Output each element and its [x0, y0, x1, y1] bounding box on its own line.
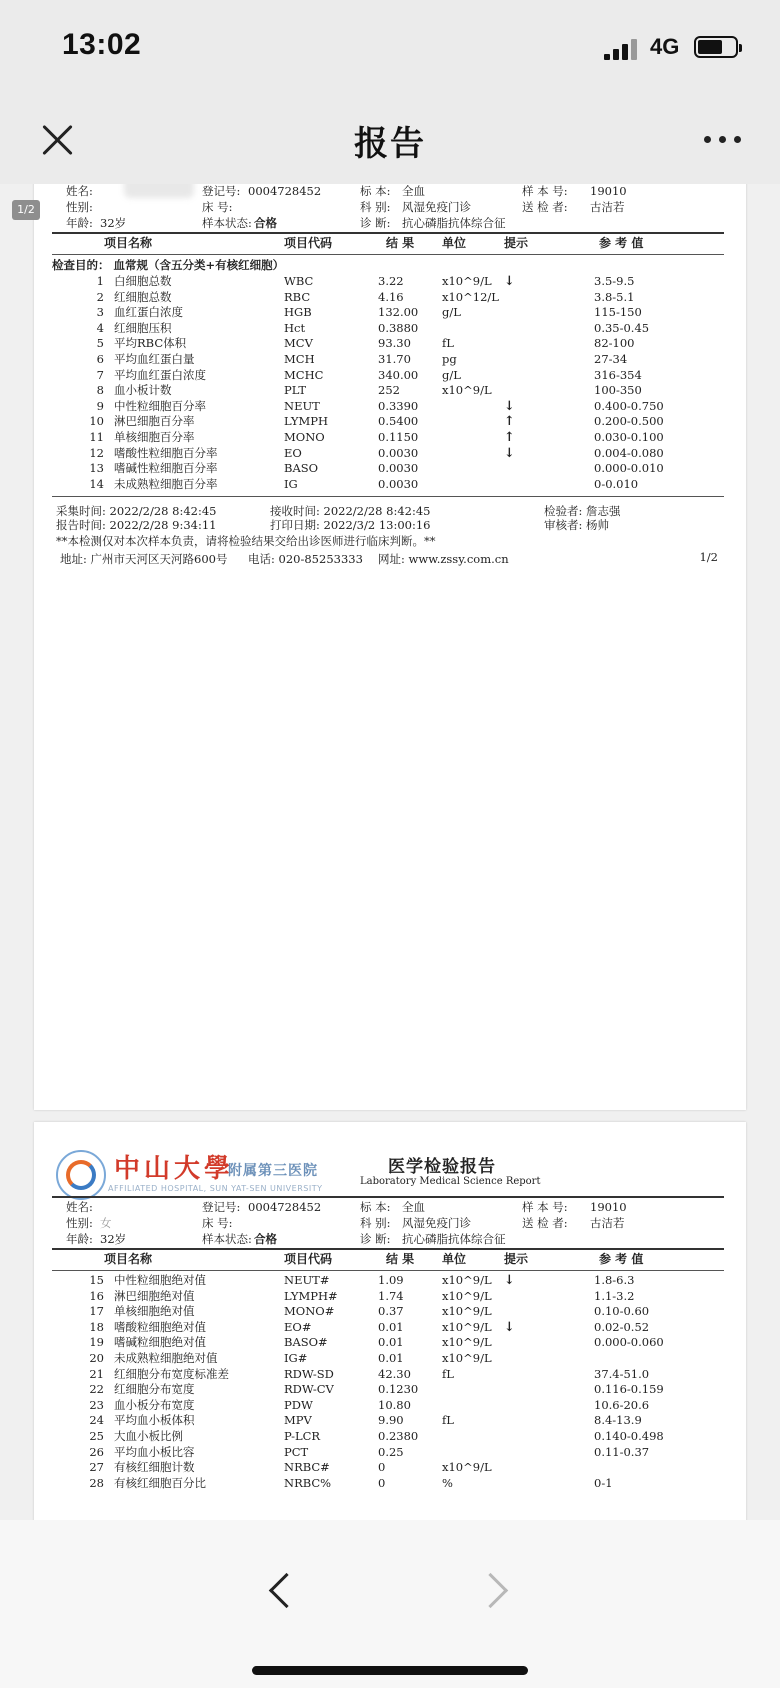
phone: 电话: 020-85253333 — [248, 552, 363, 566]
cell-unit: fL — [442, 336, 454, 351]
name-label: 姓名: — [66, 184, 93, 198]
cell-code: PCT — [284, 1444, 309, 1459]
table-row — [34, 1382, 746, 1398]
divider — [52, 232, 724, 234]
table-row — [34, 1320, 746, 1336]
cell-ref: 82-100 — [594, 336, 635, 351]
cell-no: 5 — [96, 336, 104, 351]
age-label: 年龄: — [66, 1232, 93, 1246]
cell-code: LYMPH — [284, 414, 329, 429]
cell-ref: 0.030-0.100 — [594, 430, 664, 444]
hospital-logo-icon — [56, 1150, 106, 1200]
cell-ref: 3.8-5.1 — [594, 289, 635, 304]
sender-value: 古洁若 — [590, 200, 625, 214]
table-row — [34, 368, 746, 384]
cell-result: 0.0030 — [378, 445, 419, 460]
cell-code: EO — [284, 445, 302, 460]
divider — [52, 254, 724, 255]
age-value: 32岁 — [100, 216, 127, 230]
sample-no-value: 19010 — [590, 184, 627, 198]
cell-code: LYMPH# — [284, 1288, 338, 1303]
table-row — [34, 1398, 746, 1414]
status-bar — [0, 0, 780, 100]
cell-result: 0.2380 — [378, 1429, 419, 1443]
cell-flag: ↓ — [504, 1319, 515, 1335]
cell-result: 0.1230 — [378, 1382, 419, 1397]
sample-status-value: 合格 — [254, 1232, 277, 1246]
hospital-subname: 附属第三医院 — [228, 1163, 318, 1179]
divider — [52, 1270, 724, 1271]
cell-code: MONO# — [284, 1304, 335, 1319]
cell-result: 31.70 — [378, 352, 411, 366]
cell-code: NRBC% — [284, 1475, 332, 1490]
diag-label: 诊 断: — [360, 216, 391, 230]
cell-unit: fL — [442, 1366, 454, 1381]
hospital-name: 中山大學 — [114, 1154, 235, 1184]
cell-unit: g/L — [442, 367, 461, 382]
cell-unit: x10^9/L — [442, 1319, 492, 1334]
cell-code: Hct — [284, 320, 306, 335]
cell-no: 11 — [89, 430, 104, 444]
cell-ref: 0.116-0.159 — [594, 1382, 664, 1397]
cell-result: 132.00 — [378, 305, 419, 320]
forward-arrow-icon[interactable] — [478, 1576, 508, 1606]
document-viewer[interactable] — [0, 184, 780, 1520]
table-row — [34, 336, 746, 352]
age-value: 32岁 — [100, 1232, 127, 1246]
cell-unit: pg — [442, 352, 457, 366]
cell-no: 9 — [96, 398, 104, 413]
cell-name: 大血小板比例 — [114, 1429, 183, 1443]
bed-label: 床 号: — [202, 200, 233, 214]
divider — [52, 1196, 724, 1198]
status-time: 13:02 — [62, 28, 142, 61]
cell-name: 单核细胞绝对值 — [114, 1304, 195, 1319]
cell-name: 红细胞分布宽度 — [114, 1382, 195, 1397]
sample-status-label: 样本状态: — [202, 216, 252, 230]
cell-ref: 0.140-0.498 — [594, 1429, 664, 1443]
cell-no: 25 — [89, 1429, 104, 1443]
cell-ref: 1.1-3.2 — [594, 1288, 635, 1303]
cell-ref: 0.11-0.37 — [594, 1444, 650, 1459]
cell-no: 2 — [96, 289, 104, 304]
cell-unit: x10^9/L — [442, 274, 492, 288]
cell-name: 嗜酸性粒细胞百分率 — [114, 445, 218, 460]
network-type: 4G — [650, 34, 680, 59]
table-row — [34, 1351, 746, 1367]
page-number: 1/2 — [699, 550, 718, 564]
cell-result: 0.25 — [378, 1444, 404, 1459]
table-row — [34, 477, 746, 493]
cell-name: 未成熟粒细胞绝对值 — [114, 1351, 218, 1365]
cell-name: 淋巴细胞绝对值 — [114, 1288, 195, 1303]
diag-label: 诊 断: — [360, 1232, 391, 1246]
cell-no: 21 — [89, 1366, 104, 1381]
cell-result: 42.30 — [378, 1366, 411, 1381]
table-row — [34, 414, 746, 430]
reg-label: 登记号: — [202, 1200, 241, 1214]
cell-code: MCV — [284, 336, 313, 351]
cell-name: 未成熟粒细胞百分率 — [114, 476, 218, 491]
cell-unit: x10^9/L — [442, 1351, 492, 1365]
cell-ref: 0.35-0.45 — [594, 320, 650, 335]
cell-result: 9.90 — [378, 1413, 404, 1428]
cell-flag: ↑ — [504, 430, 515, 445]
more-options-icon[interactable] — [704, 132, 744, 146]
table-header: 项目名称 项目代码 结 果 单位 提示 参 考 值 — [104, 1252, 644, 1266]
signal-icon — [604, 38, 640, 60]
cell-no: 3 — [96, 305, 104, 320]
cell-no: 4 — [96, 320, 104, 335]
cell-result: 0.01 — [378, 1335, 404, 1350]
cell-code: EO# — [284, 1319, 312, 1334]
cell-name: 血红蛋白浓度 — [114, 305, 183, 320]
collect-time: 采集时间: 2022/2/28 8:42:45 — [56, 504, 217, 518]
cell-ref: 115-150 — [594, 305, 642, 320]
cell-unit: x10^9/L — [442, 383, 492, 398]
cell-result: 1.74 — [378, 1288, 404, 1303]
nav-bar — [0, 100, 780, 184]
divider — [52, 1248, 724, 1250]
cell-code: MCH — [284, 352, 315, 366]
report-page-2 — [34, 1122, 746, 1520]
sex-label: 性别: — [66, 1216, 93, 1230]
cell-code: P-LCR — [284, 1429, 321, 1443]
cell-ref: 10.6-20.6 — [594, 1397, 650, 1412]
sample-status-label: 样本状态: — [202, 1232, 252, 1246]
specimen-value: 全血 — [402, 184, 425, 198]
cell-result: 0.5400 — [378, 414, 419, 429]
reg-value: 0004728452 — [248, 184, 322, 198]
cell-code: RDW-CV — [284, 1382, 334, 1397]
cell-name: 血小板分布宽度 — [114, 1397, 195, 1412]
dept-label: 科 别: — [360, 1216, 391, 1230]
redacted-name — [124, 184, 194, 198]
cell-ref: 0.400-0.750 — [594, 398, 664, 413]
table-header: 项目名称 项目代码 结 果 单位 提示 参 考 值 — [104, 236, 644, 250]
report-page-1 — [34, 184, 746, 1110]
report-title-english: Laboratory Medical Science Report — [360, 1176, 541, 1187]
divider — [52, 496, 724, 497]
cell-flag: ↓ — [504, 445, 515, 461]
sender-value: 古洁若 — [590, 1216, 625, 1230]
report-time: 报告时间: 2022/2/28 9:34:11 — [56, 518, 217, 532]
specimen-label: 标 本: — [360, 1200, 391, 1214]
cell-flag: ↓ — [504, 274, 515, 289]
cell-unit: x10^9/L — [442, 1335, 492, 1350]
table-row — [34, 1476, 746, 1492]
table-row — [34, 399, 746, 415]
cell-code: BASO — [284, 461, 319, 476]
cell-result: 10.80 — [378, 1397, 411, 1412]
name-label: 姓名: — [66, 1200, 93, 1214]
cell-no: 16 — [89, 1288, 104, 1303]
cell-name: 有核红细胞百分比 — [114, 1475, 206, 1490]
print-date: 打印日期: 2022/3/2 13:00:16 — [270, 518, 431, 532]
cell-ref: 0.200-0.500 — [594, 414, 664, 429]
table-row — [34, 1445, 746, 1461]
cell-unit: fL — [442, 1413, 454, 1428]
cell-code: RDW-SD — [284, 1366, 334, 1381]
cell-no: 27 — [89, 1460, 104, 1475]
cell-no: 6 — [96, 352, 104, 366]
cell-result: 1.09 — [378, 1273, 404, 1287]
cell-no: 26 — [89, 1444, 104, 1459]
table-row — [34, 446, 746, 462]
cell-no: 22 — [89, 1382, 104, 1397]
table-row — [34, 290, 746, 306]
reg-value: 0004728452 — [248, 1200, 322, 1214]
cell-result: 93.30 — [378, 336, 411, 351]
back-arrow-icon[interactable] — [266, 1576, 296, 1606]
cell-result: 0 — [378, 1475, 386, 1490]
specimen-label: 标 本: — [360, 184, 391, 198]
cell-unit: x10^9/L — [442, 1304, 492, 1319]
cell-name: 淋巴细胞百分率 — [114, 414, 195, 429]
cell-code: MCHC — [284, 367, 324, 382]
cell-no: 10 — [89, 414, 104, 429]
cell-name: 嗜碱性粒细胞百分率 — [114, 461, 218, 476]
cell-ref: 27-34 — [594, 352, 628, 366]
cell-ref: 1.8-6.3 — [594, 1273, 635, 1287]
table-row — [34, 1304, 746, 1320]
cell-name: 中性粒细胞绝对值 — [114, 1273, 206, 1287]
sender-label: 送 检 者: — [522, 1216, 568, 1230]
cell-ref: 316-354 — [594, 367, 642, 382]
cell-code: RBC — [284, 289, 311, 304]
cell-name: 平均RBC体积 — [114, 336, 187, 351]
cell-code: PLT — [284, 383, 307, 398]
diag-value: 抗心磷脂抗体综合征 — [402, 1232, 506, 1246]
cell-ref: 0.004-0.080 — [594, 445, 664, 460]
cell-name: 嗜酸粒细胞绝对值 — [114, 1319, 206, 1334]
reg-label: 登记号: — [202, 184, 241, 198]
sample-no-value: 19010 — [590, 1200, 627, 1214]
cell-name: 平均血红蛋白量 — [114, 352, 195, 366]
cell-name: 单核细胞百分率 — [114, 430, 195, 444]
table-row — [34, 383, 746, 399]
cell-code: NRBC# — [284, 1460, 330, 1475]
page-indicator: 1/2 — [12, 200, 40, 220]
receive-time: 接收时间: 2022/2/28 8:42:45 — [270, 504, 431, 518]
cell-result: 0.3880 — [378, 320, 419, 335]
specimen-value: 全血 — [402, 1200, 425, 1214]
cell-ref: 0.10-0.60 — [594, 1304, 650, 1319]
cell-result: 0.37 — [378, 1304, 404, 1319]
battery-icon — [694, 36, 738, 58]
cell-unit: x10^9/L — [442, 1288, 492, 1303]
table-row — [34, 430, 746, 446]
website: 网址: www.zssy.com.cn — [378, 552, 509, 566]
sex-label: 性别: — [66, 200, 93, 214]
diag-value: 抗心磷脂抗体综合征 — [402, 216, 506, 230]
table-row — [34, 1429, 746, 1445]
sample-no-label: 样 本 号: — [522, 1200, 568, 1214]
cell-name: 平均血小板比容 — [114, 1444, 195, 1459]
cell-ref: 0.02-0.52 — [594, 1319, 650, 1334]
report-title: 医学检验报告 — [388, 1157, 496, 1177]
cell-name: 中性粒细胞百分率 — [114, 398, 206, 413]
dept-value: 风湿免疫门诊 — [402, 200, 471, 214]
cell-code: BASO# — [284, 1335, 328, 1350]
cell-name: 红细胞分布宽度标准差 — [114, 1366, 229, 1381]
cell-no: 23 — [89, 1397, 104, 1412]
cell-ref: 0-1 — [594, 1475, 613, 1490]
cell-no: 12 — [89, 445, 104, 460]
cell-code: IG# — [284, 1351, 308, 1365]
cell-unit: x10^9/L — [442, 1460, 492, 1475]
cell-ref: 100-350 — [594, 383, 642, 398]
cell-code: MONO — [284, 430, 325, 444]
table-row — [34, 305, 746, 321]
table-row — [34, 461, 746, 477]
sender-label: 送 检 者: — [522, 200, 568, 214]
cell-no: 20 — [89, 1351, 104, 1365]
disclaimer: **本检测仅对本次样本负责，请将检验结果交给出诊医师进行临床判断。** — [56, 534, 436, 548]
table-row — [34, 321, 746, 337]
cell-no: 24 — [89, 1413, 104, 1428]
dept-label: 科 别: — [360, 200, 391, 214]
cell-result: 340.00 — [378, 367, 419, 382]
cell-result: 0.01 — [378, 1319, 404, 1334]
hospital-english-name: AFFILIATED HOSPITAL, SUN YAT-SEN UNIVERSITY — [108, 1184, 323, 1193]
cell-ref: 0.000-0.060 — [594, 1335, 664, 1350]
cell-no: 18 — [89, 1319, 104, 1334]
cell-code: WBC — [284, 274, 314, 288]
cell-code: MPV — [284, 1413, 312, 1428]
home-indicator[interactable] — [252, 1666, 528, 1675]
cell-unit: g/L — [442, 305, 461, 320]
cell-ref: 0.000-0.010 — [594, 461, 664, 476]
cell-name: 血小板计数 — [114, 383, 172, 398]
cell-unit: x10^9/L — [442, 1273, 492, 1287]
table-row — [34, 274, 746, 290]
cell-no: 8 — [96, 383, 104, 398]
cell-name: 平均血小板体积 — [114, 1413, 195, 1428]
table-row — [34, 1289, 746, 1305]
table-row — [34, 1367, 746, 1383]
cell-no: 17 — [89, 1304, 104, 1319]
cell-no: 28 — [89, 1475, 104, 1490]
cell-result: 0.0030 — [378, 461, 419, 476]
cell-no: 19 — [89, 1335, 104, 1350]
cell-ref: 0-0.010 — [594, 476, 639, 491]
cell-no: 13 — [89, 461, 104, 476]
inspector: 检验者: 詹志强 — [544, 504, 621, 518]
table-row — [34, 1413, 746, 1429]
cell-unit: % — [442, 1475, 453, 1490]
cell-ref: 37.4-51.0 — [594, 1366, 650, 1381]
cell-no: 15 — [89, 1273, 104, 1287]
cell-result: 0 — [378, 1460, 386, 1475]
cell-result: 0.01 — [378, 1351, 404, 1365]
sex-value: 女 — [100, 1216, 112, 1230]
dept-value: 风湿免疫门诊 — [402, 1216, 471, 1230]
cell-no: 14 — [89, 476, 104, 491]
cell-name: 红细胞总数 — [114, 289, 172, 304]
cell-name: 红细胞压积 — [114, 320, 172, 335]
cell-result: 0.1150 — [378, 430, 419, 444]
age-label: 年龄: — [66, 216, 93, 230]
cell-result: 4.16 — [378, 289, 404, 304]
cell-flag: ↑ — [504, 414, 515, 430]
cell-code: NEUT — [284, 398, 320, 413]
bed-label: 床 号: — [202, 1216, 233, 1230]
cell-no: 1 — [96, 274, 104, 288]
cell-code: NEUT# — [284, 1273, 330, 1287]
address: 地址: 广州市天河区天河路600号 — [60, 552, 228, 566]
cell-result: 0.0030 — [378, 476, 419, 491]
cell-code: HGB — [284, 305, 312, 320]
cell-result: 0.3390 — [378, 398, 419, 413]
table-row — [34, 1335, 746, 1351]
cell-flag: ↓ — [504, 1273, 515, 1288]
sample-no-label: 样 本 号: — [522, 184, 568, 198]
sample-status-value: 合格 — [254, 216, 277, 230]
bottom-toolbar — [0, 1520, 780, 1688]
cell-ref: 8.4-13.9 — [594, 1413, 642, 1428]
page-title: 报告 — [354, 124, 426, 164]
cell-name: 嗜碱粒细胞绝对值 — [114, 1335, 206, 1350]
cell-result: 252 — [378, 383, 400, 398]
table-row — [34, 352, 746, 368]
cell-result: 3.22 — [378, 274, 404, 288]
cell-name: 平均血红蛋白浓度 — [114, 367, 206, 382]
cell-code: PDW — [284, 1397, 313, 1412]
table-row — [34, 1460, 746, 1476]
cell-unit: x10^12/L — [442, 289, 499, 304]
cell-flag: ↓ — [504, 398, 515, 414]
cell-ref: 3.5-9.5 — [594, 274, 635, 288]
table-row — [34, 1273, 746, 1289]
cell-code: IG — [284, 476, 298, 491]
cell-no: 7 — [96, 367, 104, 382]
cell-name: 有核红细胞计数 — [114, 1460, 195, 1475]
reviewer: 审核者: 杨帅 — [544, 518, 610, 532]
exam-purpose: 检查目的： 血常规（含五分类+有核红细胞） — [52, 258, 285, 272]
cell-name: 白细胞总数 — [114, 274, 172, 288]
